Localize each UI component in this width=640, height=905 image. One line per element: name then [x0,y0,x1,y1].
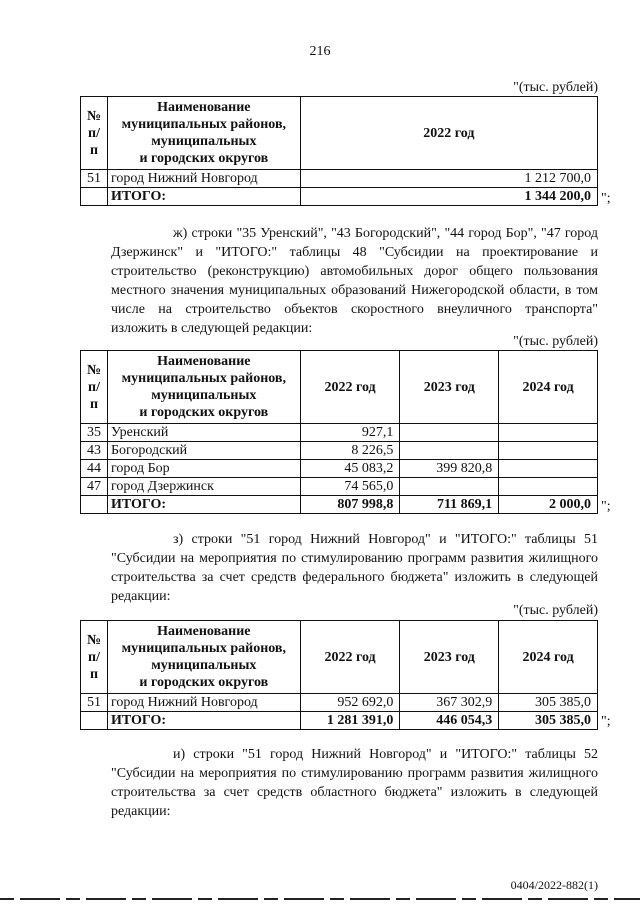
header-year-2022: 2022 год [300,97,597,170]
unit-label-1: "(тыс. рублей) [513,80,598,95]
table-row: 51 город Нижний Новгород 952 692,0 367 302,9 305 385,0 [81,694,598,712]
table-3: № п/п Наименование муниципальных районов, муниципальных и городских округов 2022 год 2023 год 2024 год 51 город Нижний Новгород 952 692,0 367 302,9 305 385,0 ИТОГО: 1 281 391,0 446 054,3 305 385,0 [80,620,598,730]
unit-label-2: "(тыс. рублей) [513,334,598,349]
table-row: 35 Уренский 927,1 [81,424,598,442]
table-1-tail: "; [601,191,611,206]
table-2-tail: "; [601,499,611,514]
table-row: 51 город Нижний Новгород 1 212 700,0 [81,170,598,188]
paragraph-i: и) строки "51 город Нижний Новгород" и "ИТОГО:" таблицы 52 "Субсидии на мероприятия по стимулированию программ развития жилищного строительства за счет средств областного бюджета" изложить в следующей редакции: [111,747,598,819]
document-code: 0404/2022-882(1) [510,878,598,892]
table-2: № п/п Наименование муниципальных районов, муниципальных и городских округов 2022 год 2023 год 2024 год 35 Уренский 927,1 43 Богородский 8 226,5 44 город Бор 45 083,2 399 820,8 47 город Дзержинск 74 565,0 ИТОГО: 807 998,8 711 869,1 2 000,0 [80,350,598,514]
table-3-tail: "; [601,714,611,729]
unit-label-3: "(тыс. рублей) [513,603,598,618]
table-total-row: ИТОГО: 807 998,8 711 869,1 2 000,0 [81,496,598,514]
table-row: 44 город Бор 45 083,2 399 820,8 [81,460,598,478]
table-1 [80,96,598,206]
table-row: 47 город Дзержинск 74 565,0 [81,478,598,496]
table-total-row: ИТОГО: 1 281 391,0 446 054,3 305 385,0 [81,712,598,730]
header-name: Наименование муниципальных районов, муниципальных и городских округов [107,97,300,170]
header-no: № п/п [81,97,108,170]
scan-edge-line [0,898,640,900]
table-total-row: ИТОГО: 1 344 200,0 [81,188,598,206]
paragraph-zh: ж) строки "35 Уренский", "43 Богородский", "44 город Бор", "47 город Дзержинск" и "ИТОГО:" таблицы 48 "Субсидии на проектирование и строительство (реконструкцию) автомобильных дорог общего пользования местного значения муниципальных образований Нижегородской области, в том числе на строительство объектов скоростного внеуличного транспорта" изложить в следующей редакции: [111,226,598,336]
table-row: 43 Богородский 8 226,5 [81,442,598,460]
page-number: 216 [309,44,331,59]
paragraph-z: з) строки "51 город Нижний Новгород" и "ИТОГО:" таблицы 51 "Субсидии на мероприятия по стимулированию программ развития жилищного строительства за счет средств федерального бюджета" изложить в следующей редакции: [111,532,598,604]
